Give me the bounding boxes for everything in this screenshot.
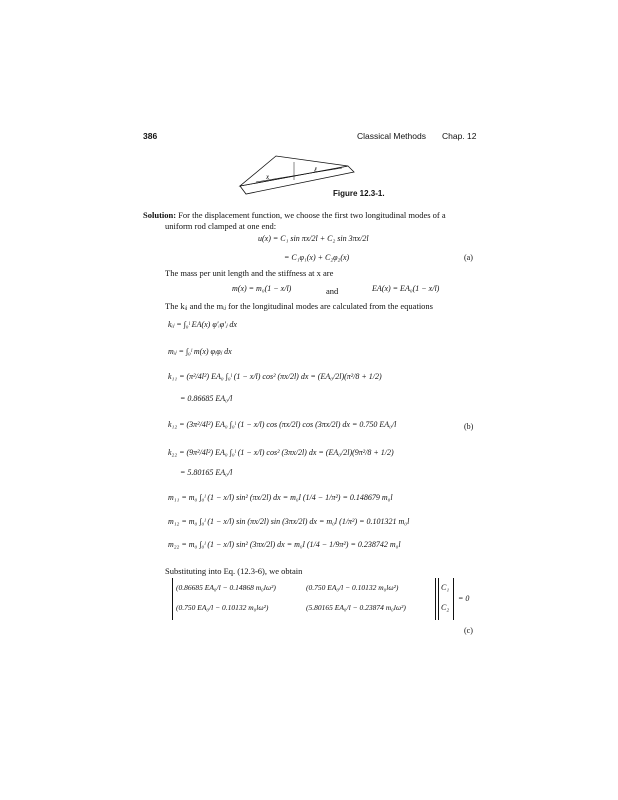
k-m-text: The kᵢⱼ and the mᵢⱼ for the longitudinal modes are calculated from the equations	[165, 301, 433, 311]
vector-c1: C₁	[441, 583, 450, 592]
k11-value: = 0.86685 EA₀/l	[180, 394, 233, 403]
equation-c-tag: (c)	[464, 626, 473, 635]
equals-zero: = 0	[458, 594, 470, 603]
figure-caption: Figure 12.3-1.	[333, 189, 385, 198]
matrix-r1c1: (0.86685 EA₀/l − 0.14868 m₀lω²)	[176, 583, 276, 592]
matrix-r2c2: (5.80165 EA₀/l − 0.23874 m₀lω²)	[306, 603, 406, 612]
matrix-r1c2: (0.750 EA₀/l − 0.10132 m₀lω²)	[306, 583, 399, 592]
k11-equation: k₁₁ = (π²/4l²) EA₀ ∫₀ˡ (1 − x/l) cos² (πx/2l) dx = (EA₀/2l)(π²/8 + 1/2)	[168, 372, 382, 381]
vector-c2: C₂	[441, 603, 450, 612]
equation-a-line2: = C₁φ₁(x) + C₂φ₂(x)	[284, 253, 350, 262]
kij-equation: kᵢⱼ = ∫₀ˡ EA(x) φ′ᵢφ′ⱼ dx	[168, 320, 237, 329]
equation-a-line1: u(x) = C₁ sin πx/2l + C₂ sin 3πx/2l	[258, 234, 369, 243]
m11-equation: m₁₁ = m₀ ∫₀ˡ (1 − x/l) sin² (πx/2l) dx = m₀l (1/4 − 1/π²) = 0.148679 m₀l	[168, 493, 393, 502]
k12-equation: k₁₂ = (3π²/4l²) EA₀ ∫₀ˡ (1 − x/l) cos (πx/2l) cos (3πx/2l) dx = 0.750 EA₀/l	[168, 420, 397, 429]
section-title: Classical Methods	[357, 131, 426, 141]
and-word: and	[326, 286, 339, 296]
mass-stiffness-text: The mass per unit length and the stiffness at x are	[165, 268, 334, 278]
mass-equation: m(x) = m₀(1 − x/l)	[232, 284, 292, 293]
chapter-label: Chap. 12	[442, 131, 477, 141]
matrix-r2c1: (0.750 EA₀/l − 0.10132 m₀lω²)	[176, 603, 269, 612]
k22-equation: k₂₂ = (9π²/4l²) EA₀ ∫₀ˡ (1 − x/l) cos² (3πx/2l) dx = (EA₀/2l)(9π²/8 + 1/2)	[168, 448, 394, 457]
k22-value: = 5.80165 EA₀/l	[180, 468, 233, 477]
equation-b-tag: (b)	[464, 422, 474, 431]
solution-label: Solution:	[143, 210, 177, 220]
m22-equation: m₂₂ = m₀ ∫₀ˡ (1 − x/l) sin² (3πx/2l) dx = m₀l (1/4 − 1/9π²) = 0.238742 m₀l	[168, 540, 401, 549]
figure-label-x: x	[266, 173, 270, 181]
solution-intro-text: For the displacement function, we choose the first two longitudinal modes of a	[178, 210, 446, 220]
page-number: 386	[143, 131, 158, 141]
mij-equation: mᵢⱼ = ∫₀ˡ m(x) φᵢφⱼ dx	[168, 347, 232, 356]
figure-label-l: ℓ	[314, 166, 317, 174]
stiffness-equation: EA(x) = EA₀(1 − x/l)	[372, 284, 440, 293]
substituting-text: Substituting into Eq. (12.3-6), we obtain	[165, 566, 303, 576]
solution-intro-line1	[143, 210, 446, 220]
solution-intro-line2: uniform rod clamped at one end:	[165, 221, 277, 231]
m12-equation: m₁₂ = m₀ ∫₀ˡ (1 − x/l) sin (πx/2l) sin (3πx/2l) dx = m₀l (1/π²) = 0.101321 m₀l	[168, 517, 410, 526]
equation-a-tag: (a)	[464, 253, 473, 262]
